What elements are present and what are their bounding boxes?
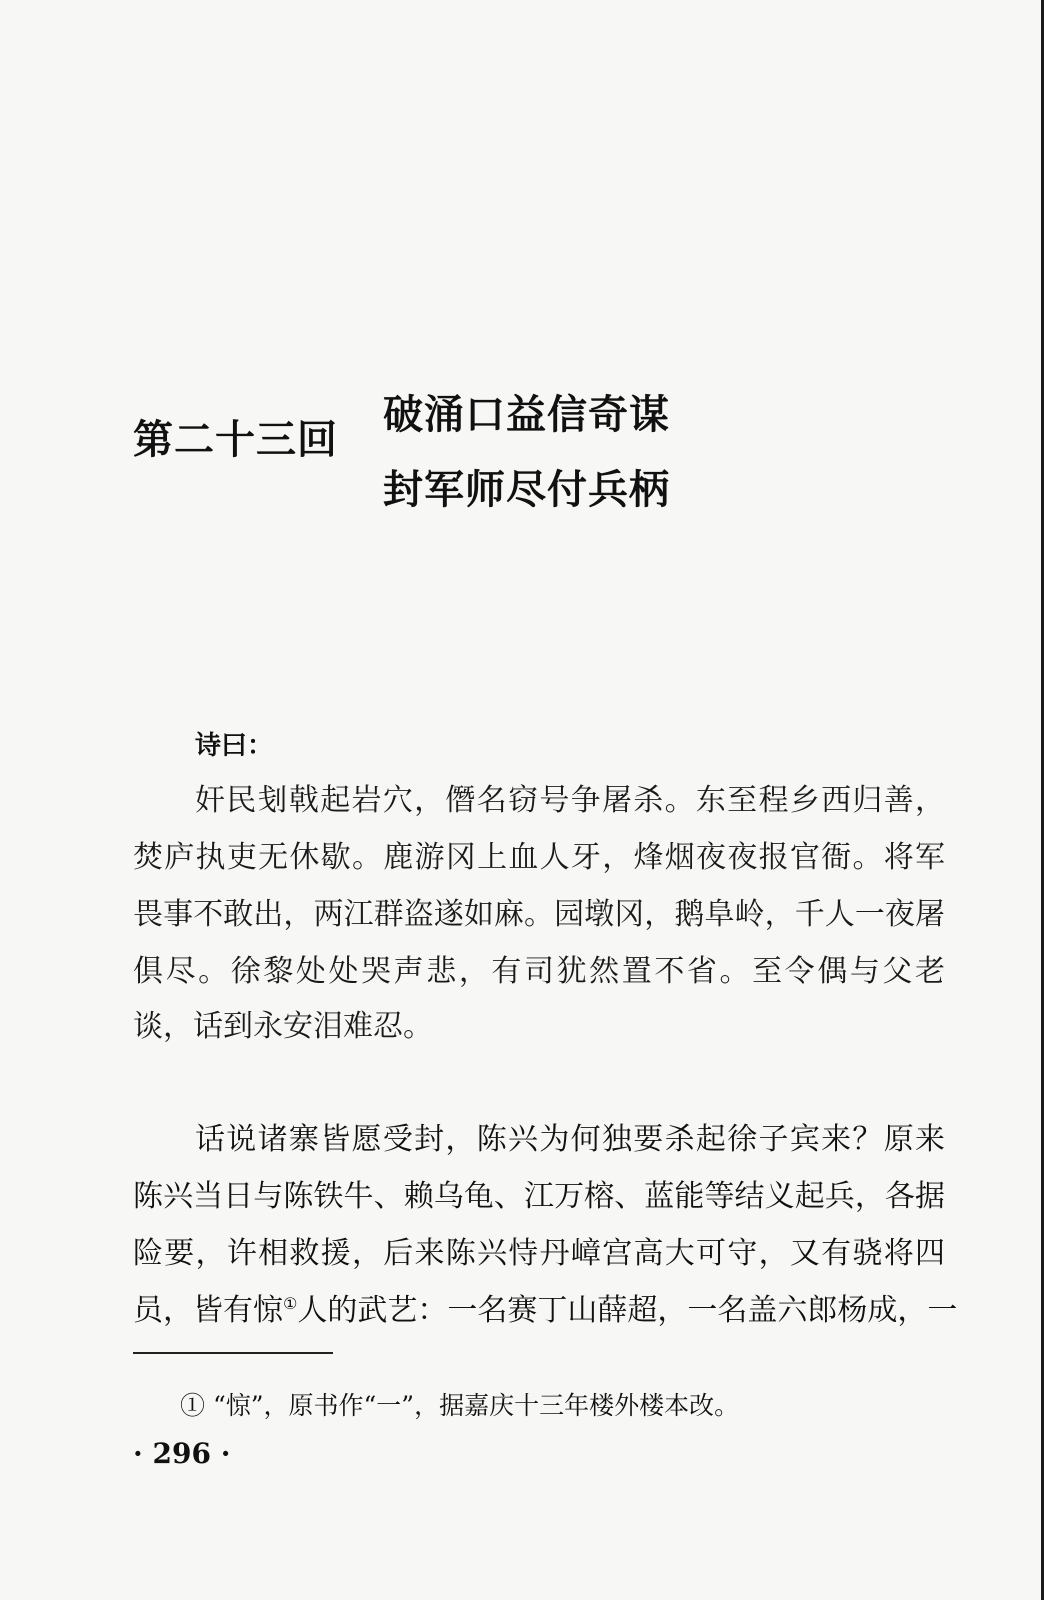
poem-line: 焚庐执吏无休歇。鹿游冈上血人牙，烽烟夜夜报官衙。将军 (133, 840, 945, 875)
footnote-divider (133, 1352, 333, 1354)
prose-line: 话说诸寨皆愿受封，陈兴为何独要杀起徐子宾来？原来 (195, 1122, 945, 1157)
poem-line: 畏事不敢出，两江群盗遂如麻。园墩冈，鹅阜岭，千人一夜屠 (133, 897, 945, 932)
chapter-number: 第二十三回 (133, 417, 338, 463)
page-number: · 296 · (133, 1437, 231, 1470)
poem-heading: 诗曰： (195, 731, 274, 761)
page-edge (1041, 0, 1064, 1600)
poem-line: 谈，话到永安泪难忍。 (133, 1009, 433, 1044)
chapter-title-line-1: 破涌口益信奇谋 (383, 392, 670, 438)
prose-text: 人的武艺：一名赛丁山薛超，一名盖六郎杨成，一 (297, 1293, 958, 1328)
prose-line (133, 1293, 958, 1328)
chapter-title-line-2: 封军师尽付兵柄 (383, 467, 670, 513)
poem-line: 奸民刬戟起岩穴，僭名窃号争屠杀。东至程乡西归善， (195, 783, 945, 818)
prose-text: 员，皆有惊 (133, 1293, 283, 1328)
poem-line: 俱尽。徐黎处处哭声悲，有司犹然置不省。至令偶与父老 (133, 954, 945, 989)
prose-line: 险要，许相救援，后来陈兴恃丹嶂宫高大可守，又有骁将四 (133, 1236, 945, 1271)
footnote-marker[interactable]: ① (283, 1294, 298, 1313)
prose-line: 陈兴当日与陈铁牛、赖乌龟、江万榕、蓝能等结义起兵，各据 (133, 1179, 945, 1214)
footnote-text: ① “惊”，原书作“一”，据嘉庆十三年楼外楼本改。 (180, 1391, 740, 1420)
